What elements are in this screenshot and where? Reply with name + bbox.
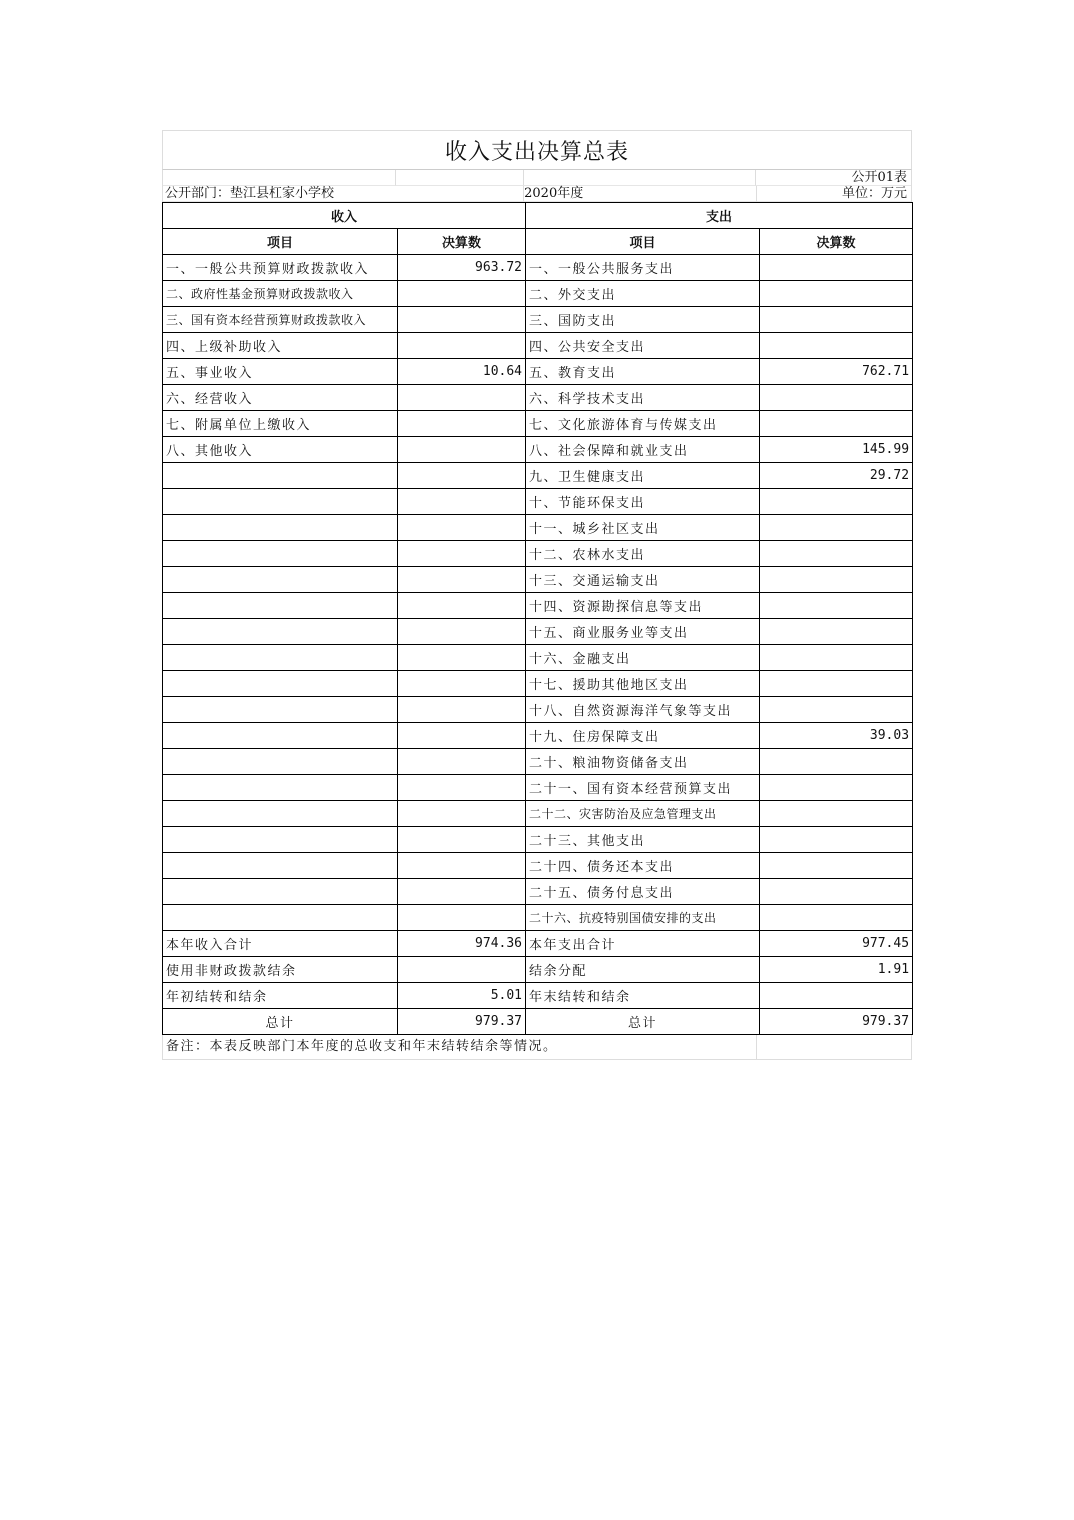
income-item-cell: [163, 697, 398, 723]
income-amount-cell: [398, 749, 526, 775]
income-amount-cell: 974.36: [398, 931, 526, 957]
expense-amount-cell: [760, 697, 913, 723]
expense-amount-cell: [760, 619, 913, 645]
table-row: [163, 775, 913, 801]
expense-header: 支出: [526, 203, 913, 229]
income-amount-cell: [398, 905, 526, 931]
table-row: [163, 515, 913, 541]
expense-amount-cell: [760, 593, 913, 619]
expense-amount-cell: [760, 853, 913, 879]
expense-item-cell: 四、公共安全支出: [526, 333, 760, 359]
expense-item-cell: 结余分配: [526, 957, 760, 983]
expense-item-cell: 二、外交支出: [526, 281, 760, 307]
income-amount-cell: [398, 645, 526, 671]
expense-amount-cell: 39.03: [760, 723, 913, 749]
income-amount-cell: [398, 281, 526, 307]
income-item-cell: [163, 775, 398, 801]
income-amount-cell: [398, 593, 526, 619]
table-row: [163, 853, 913, 879]
table-row: [163, 489, 913, 515]
expense-item-cell: 五、教育支出: [526, 359, 760, 385]
expense-item-cell: 十五、商业服务业等支出: [526, 619, 760, 645]
table-row: [163, 931, 913, 957]
income-item-cell: [163, 671, 398, 697]
table-row: [163, 541, 913, 567]
expense-item-cell: 十三、交通运输支出: [526, 567, 760, 593]
income-amount-cell: [398, 567, 526, 593]
section-header-row: [163, 203, 913, 229]
table-row: [163, 359, 913, 385]
income-item-cell: [163, 853, 398, 879]
income-item-header: 项目: [163, 229, 398, 255]
expense-amount-cell: [760, 983, 913, 1009]
expense-item-cell: 二十三、其他支出: [526, 827, 760, 853]
expense-item-cell: 十二、农林水支出: [526, 541, 760, 567]
income-item-cell: [163, 749, 398, 775]
expense-amount-cell: [760, 827, 913, 853]
income-amount-cell: [398, 879, 526, 905]
income-amount-cell: [398, 385, 526, 411]
income-amount-cell: [398, 307, 526, 333]
income-item-cell: [163, 723, 398, 749]
income-amount-cell: [398, 775, 526, 801]
income-item-cell: [163, 489, 398, 515]
expense-amount-cell: [760, 541, 913, 567]
note-row: [162, 1035, 912, 1060]
expense-amount-cell: [760, 905, 913, 931]
income-header: 收入: [163, 203, 526, 229]
table-row: [163, 801, 913, 827]
expense-amount-cell: [760, 307, 913, 333]
table-row: [163, 281, 913, 307]
income-item-cell: 三、国有资本经营预算财政拨款收入: [163, 307, 398, 333]
table-row: [163, 307, 913, 333]
income-item-cell: 本年收入合计: [163, 931, 398, 957]
expense-item-cell: 二十二、灾害防治及应急管理支出: [526, 801, 760, 827]
income-amount-cell: [398, 671, 526, 697]
income-amount-cell: [398, 723, 526, 749]
expense-item-cell: 十八、自然资源海洋气象等支出: [526, 697, 760, 723]
income-item-cell: 四、上级补助收入: [163, 333, 398, 359]
table-row: [163, 333, 913, 359]
year-label: 2020年度: [524, 186, 757, 202]
title-row: [162, 130, 912, 170]
column-header-row: [163, 229, 913, 255]
expense-item-cell: 九、卫生健康支出: [526, 463, 760, 489]
income-item-cell: 一、一般公共预算财政拨款收入: [163, 255, 398, 281]
expense-item-cell: 二十五、债务付息支出: [526, 879, 760, 905]
expense-amount-cell: [760, 567, 913, 593]
meta-row: [162, 186, 912, 202]
income-item-cell: 使用非财政拨款结余: [163, 957, 398, 983]
income-item-cell: 年初结转和结余: [163, 983, 398, 1009]
income-item-cell: 二、政府性基金预算财政拨款收入: [163, 281, 398, 307]
department-label: 公开部门：垫江县杠家小学校: [163, 186, 524, 202]
table-row: [163, 983, 913, 1009]
expense-item-cell: 二十四、债务还本支出: [526, 853, 760, 879]
table-row: [163, 723, 913, 749]
table-row: [163, 827, 913, 853]
expense-item-cell: 十九、住房保障支出: [526, 723, 760, 749]
income-amount-header: 决算数: [398, 229, 526, 255]
report-sheet: [162, 130, 912, 1060]
expense-item-cell: 二十、粮油物资储备支出: [526, 749, 760, 775]
expense-amount-cell: [760, 775, 913, 801]
expense-amount-cell: 145.99: [760, 437, 913, 463]
income-amount-cell: [398, 411, 526, 437]
table-row: [163, 619, 913, 645]
table-row: [163, 255, 913, 281]
expense-item-cell: 七、文化旅游体育与传媒支出: [526, 411, 760, 437]
income-item-cell: 总计: [163, 1009, 398, 1035]
income-amount-cell: [398, 853, 526, 879]
expense-item-cell: 八、社会保障和就业支出: [526, 437, 760, 463]
note-text: 备注：本表反映部门本年度的总收支和年末结转结余等情况。: [163, 1035, 757, 1059]
table-row: [163, 385, 913, 411]
expense-amount-cell: [760, 489, 913, 515]
income-amount-cell: [398, 619, 526, 645]
form-number: 公开01表: [756, 170, 911, 186]
table-row: [163, 463, 913, 489]
expense-item-cell: 三、国防支出: [526, 307, 760, 333]
expense-item-cell: 年末结转和结余: [526, 983, 760, 1009]
expense-amount-cell: [760, 411, 913, 437]
income-item-cell: [163, 515, 398, 541]
income-amount-cell: [398, 957, 526, 983]
table-row: [163, 749, 913, 775]
expense-item-cell: 十、节能环保支出: [526, 489, 760, 515]
income-item-cell: [163, 567, 398, 593]
income-amount-cell: [398, 827, 526, 853]
expense-item-header: 项目: [526, 229, 760, 255]
expense-amount-cell: [760, 671, 913, 697]
income-item-cell: [163, 463, 398, 489]
income-amount-cell: [398, 463, 526, 489]
table-row: [163, 645, 913, 671]
expense-amount-cell: 1.91: [760, 957, 913, 983]
income-item-cell: 七、附属单位上缴收入: [163, 411, 398, 437]
income-amount-cell: [398, 489, 526, 515]
income-amount-cell: [398, 515, 526, 541]
income-item-cell: [163, 827, 398, 853]
income-amount-cell: 10.64: [398, 359, 526, 385]
income-amount-cell: 963.72: [398, 255, 526, 281]
income-amount-cell: 5.01: [398, 983, 526, 1009]
table-row: [163, 1009, 913, 1035]
expense-amount-cell: [760, 749, 913, 775]
expense-item-cell: 十一、城乡社区支出: [526, 515, 760, 541]
income-amount-cell: [398, 801, 526, 827]
income-amount-cell: [398, 333, 526, 359]
income-item-cell: [163, 801, 398, 827]
expense-item-cell: 十七、援助其他地区支出: [526, 671, 760, 697]
income-item-cell: 六、经营收入: [163, 385, 398, 411]
table-row: [163, 697, 913, 723]
table-row: [163, 879, 913, 905]
expense-item-cell: 一、一般公共服务支出: [526, 255, 760, 281]
income-item-cell: [163, 905, 398, 931]
report-title: 收入支出决算总表: [444, 139, 629, 165]
table-row: [163, 411, 913, 437]
income-amount-cell: [398, 541, 526, 567]
expense-amount-cell: [760, 801, 913, 827]
expense-item-cell: 二十一、国有资本经营预算支出: [526, 775, 760, 801]
expense-amount-cell: [760, 333, 913, 359]
table-row: [163, 905, 913, 931]
table-row: [163, 593, 913, 619]
income-amount-cell: [398, 437, 526, 463]
income-amount-cell: 979.37: [398, 1009, 526, 1035]
table-row: [163, 671, 913, 697]
table-row: [163, 567, 913, 593]
income-item-cell: [163, 541, 398, 567]
income-item-cell: 五、事业收入: [163, 359, 398, 385]
expense-amount-header: 决算数: [760, 229, 913, 255]
expense-amount-cell: [760, 385, 913, 411]
income-amount-cell: [398, 697, 526, 723]
expense-amount-cell: [760, 255, 913, 281]
table-body: [163, 255, 913, 1035]
expense-amount-cell: [760, 645, 913, 671]
expense-item-cell: 总计: [526, 1009, 760, 1035]
budget-table: [162, 202, 913, 1035]
table-row: [163, 437, 913, 463]
expense-amount-cell: 977.45: [760, 931, 913, 957]
expense-amount-cell: 762.71: [760, 359, 913, 385]
expense-item-cell: 本年支出合计: [526, 931, 760, 957]
expense-item-cell: 六、科学技术支出: [526, 385, 760, 411]
unit-label: 单位：万元: [757, 186, 911, 202]
expense-amount-cell: [760, 879, 913, 905]
expense-amount-cell: [760, 515, 913, 541]
expense-item-cell: 十四、资源勘探信息等支出: [526, 593, 760, 619]
expense-amount-cell: 979.37: [760, 1009, 913, 1035]
table-row: [163, 957, 913, 983]
expense-amount-cell: 29.72: [760, 463, 913, 489]
income-item-cell: [163, 879, 398, 905]
income-item-cell: 八、其他收入: [163, 437, 398, 463]
income-item-cell: [163, 645, 398, 671]
form-no-row: [162, 170, 912, 186]
income-item-cell: [163, 619, 398, 645]
expense-item-cell: 十六、金融支出: [526, 645, 760, 671]
expense-item-cell: 二十六、抗疫特别国债安排的支出: [526, 905, 760, 931]
expense-amount-cell: [760, 281, 913, 307]
income-item-cell: [163, 593, 398, 619]
